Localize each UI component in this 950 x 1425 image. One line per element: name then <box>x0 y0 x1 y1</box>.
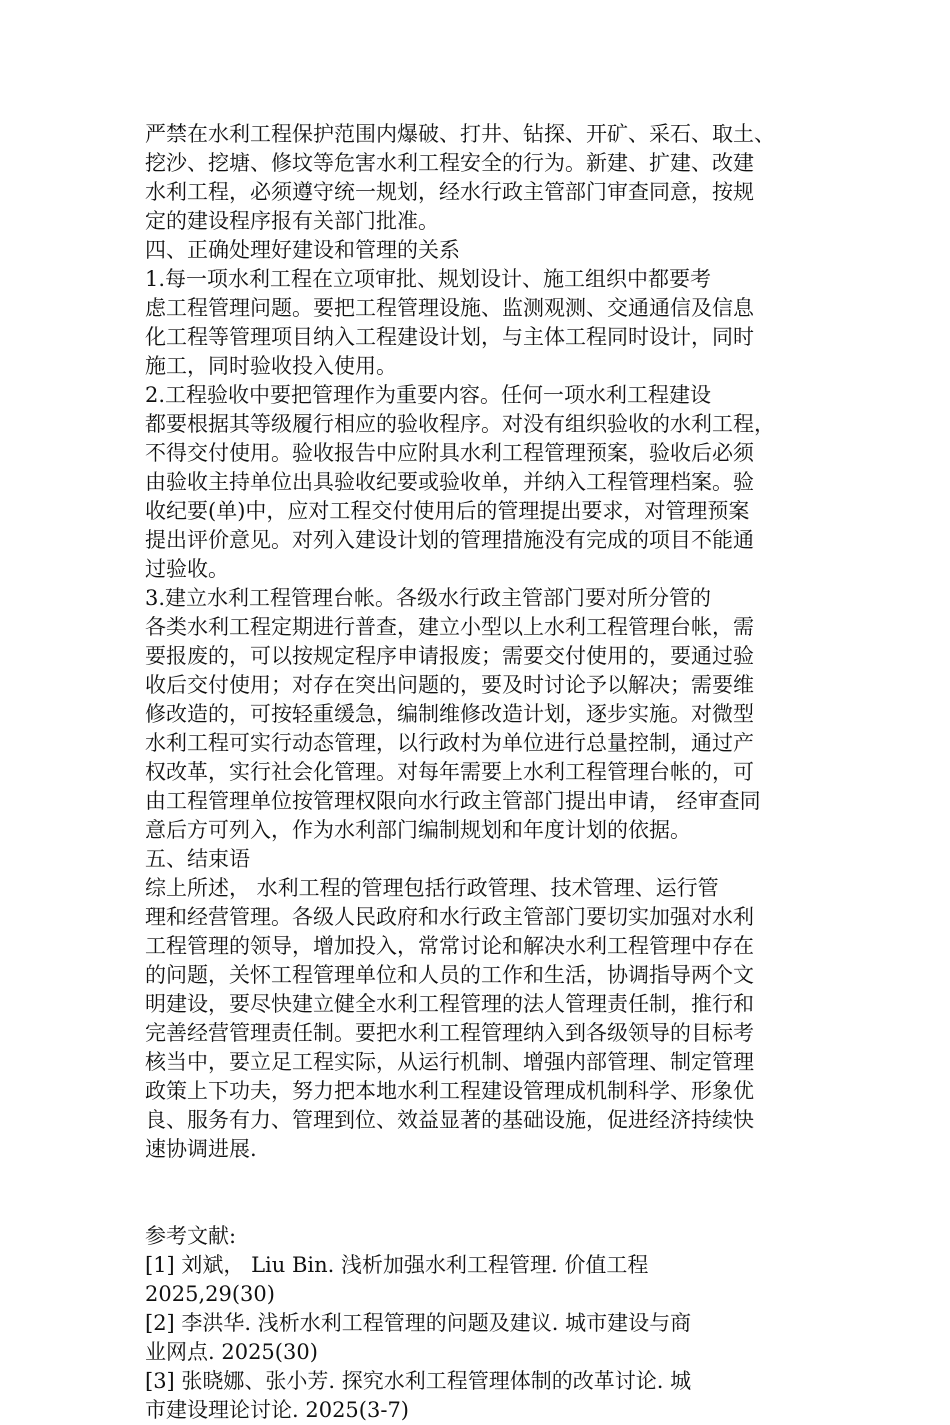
spacer <box>145 1164 815 1222</box>
paragraph-item-2: 2.工程验收中要把管理作为重要内容。任何一项水利工程建设 都要根据其等级履行相应的验收程序。对没有组织验收的水利工程， 不得交付使用。验收报告中应附具水利工程管理预案，验收后必须 由验收主持单位出具验收纪要或验收单，并纳入工程管理档案。验 收纪要(单)中，应对工程交付使用后的管理提出要求，对管理预案 提出评价意见。对列入建设计划的管理措施没有完成的项目不能通 过验收。 <box>145 383 775 581</box>
reference-item-2: [2] 李洪华. 浅析水利工程管理的问题及建议. 城市建设与商 业网点. 2025(30) <box>145 1311 692 1364</box>
reference-item-3: [3] 张晓娜、张小芳. 探究水利工程管理体制的改革讨论. 城 市建设理论讨论. 2025(3-7) <box>145 1369 692 1422</box>
paragraph-item-1: 1.每一项水利工程在立项审批、规划设计、施工组织中都要考 虑工程管理问题。要把工程管理设施、监测观测、交通通信及信息 化工程等管理项目纳入工程建设计划，与主体工程同时设计，同时 施工，同时验收投入使用。 <box>145 267 754 378</box>
references-heading: 参考文献: <box>145 1224 237 1248</box>
document-body <box>145 120 815 1425</box>
paragraph-protection-rules: 严禁在水利工程保护范围内爆破、打井、钻探、开矿、采石、取土、 挖沙、挖塘、修坟等危害水利工程安全的行为。新建、扩建、改建 水利工程，必须遵守统一规划，经水行政主管部门审查同意，按规 定的建设程序报有关部门批准。 <box>145 122 775 233</box>
section-heading-4: 四、正确处理好建设和管理的关系 <box>145 238 460 262</box>
reference-item-1: [1] 刘斌， Liu Bin. 浅析加强水利工程管理. 价值工程 2025,29(30) <box>145 1253 649 1306</box>
paragraph-conclusion: 综上所述， 水利工程的管理包括行政管理、技术管理、运行管 理和经营管理。各级人民政府和水行政主管部门要切实加强对水利 工程管理的领导，增加投入，常常讨论和解决水利工程管理中存在 的问题，关怀工程管理单位和人员的工作和生活，协调指导两个文 明建设，要尽快建立健全水利工程管理的法人管理责任制，推行和 完善经营管理责任制。要把水利工程管理纳入到各级领导的目标考 核当中，要立足工程实际，从运行机制、增强内部管理、制定管理 政策上下功夫，努力把本地水利工程建设管理成机制科学、形象优 良、服务有力、管理到位、效益显著的基础设施，促进经济持续快 速协调进展. <box>145 876 754 1161</box>
section-heading-5: 五、结束语 <box>145 847 250 871</box>
paragraph-item-3: 3.建立水利工程管理台帐。各级水行政主管部门要对所分管的 各类水利工程定期进行普查，建立小型以上水利工程管理台帐，需 要报废的，可以按规定程序申请报废；需要交付使用的，要通过验 收后交付使用；对存在突出问题的，要及时讨论予以解决；需要维 修改造的，可按轻重缓急，编制维修改造计划，逐步实施。对微型 水利工程可实行动态管理，以行政村为单位进行总量控制，通过产 权改革，实行社会化管理。对每年需要上水利工程管理台帐的，可 由工程管理单位按管理权限向水行政主管部门提出申请， 经审查同 意后方可列入，作为水利部门编制规划和年度计划的依据。 <box>145 586 761 842</box>
